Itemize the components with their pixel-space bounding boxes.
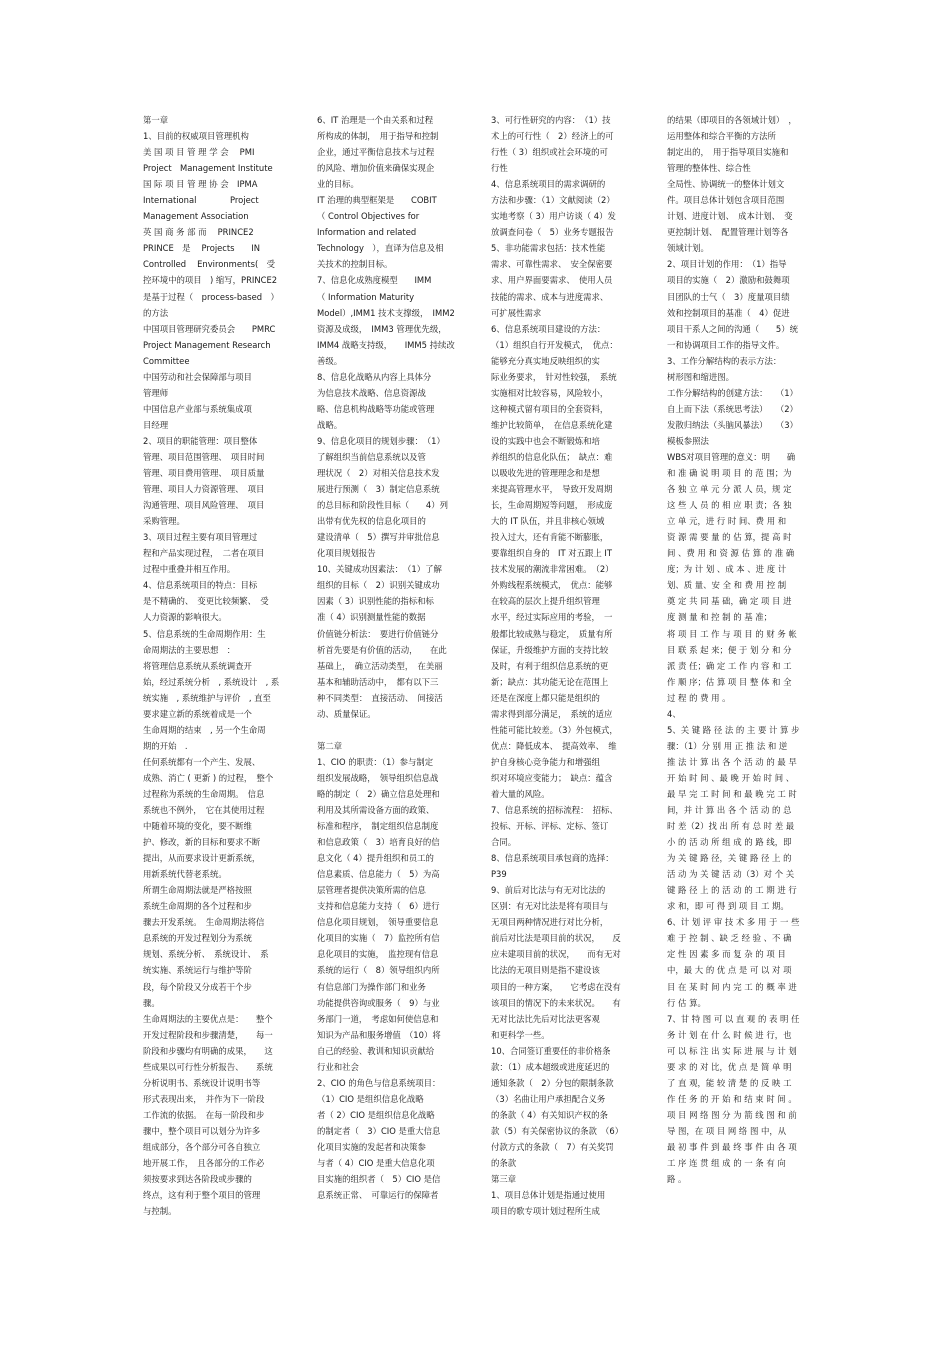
- text-line: 6、信息系统项目建设的方法：: [491, 323, 606, 334]
- text-line: 无项目两种情况进行对比分析，: [491, 917, 609, 928]
- text-line: 命周期法的主要思想 ：: [143, 644, 236, 655]
- text-line: 7、甘 特 图 可 以 直 观 的 表 明 任: [667, 1013, 800, 1024]
- text-line: 求 和，即 可 得 到 项 目 工 期。: [667, 901, 789, 912]
- text-line: 的总目标和阶段性目标（ 4）列: [317, 500, 448, 511]
- text-line: 期的开始 .: [143, 740, 188, 751]
- text-line: 基本和辅助活动中， 都有以下三: [317, 676, 439, 687]
- text-line: 因素（ 3）识别性能的指标和标: [317, 596, 434, 607]
- text-line: 化项目规划报告: [317, 548, 376, 559]
- text-line: 了解组织当前信息系统以及管: [317, 451, 426, 462]
- text-line: 各 独 立 单 元 分 派 人 员，规 定: [667, 484, 792, 495]
- text-line: 奠 定 共 同 基 础，确 定 项 目 进: [667, 596, 792, 607]
- text-line: 展进行预测（ 3）制定信息系统: [317, 484, 440, 495]
- text-line: 间，并 计 算 出 各 个 活 动 的 总: [667, 805, 792, 816]
- text-line: 息化项目的实施， 监控现有信息: [317, 949, 439, 960]
- text-line: 2、项目的职能管理：项目整体: [143, 435, 258, 446]
- text-line: Information and related: [317, 227, 417, 238]
- text-line: 分析说明书、系统设计说明书等: [143, 1077, 261, 1088]
- text-line: 性能可能比较差。（3）外包模式，: [491, 724, 618, 735]
- text-line: 管理、项目范围管理、 项目时间: [143, 451, 265, 462]
- text-line: 目实施的组织者（ 5）CIO 是信: [317, 1174, 441, 1185]
- text-line: 一和协调项目工作的指导文件。: [667, 339, 785, 350]
- text-line: 成熟、消亡 ( 更新 ) 的过程， 整个: [143, 772, 274, 783]
- text-line: 美 国 项 目 管 理 学 会 PMI: [143, 147, 255, 158]
- text-line: 目团队的士气（ 3）度量项目绩: [667, 291, 790, 302]
- text-line: Project Management Institute: [143, 163, 273, 174]
- text-line: 般都比较成熟与稳定， 质量有所: [491, 628, 613, 639]
- text-line: 工作流的依据。 在每一阶段和步: [143, 1109, 265, 1120]
- text-line: 在较高的层次上提升组织管理: [491, 596, 600, 607]
- text-line: 件。项目总体计划包含项目范围: [667, 195, 785, 206]
- text-line: 所构成的体制， 用于指导和控制: [317, 131, 439, 142]
- text-line: 系统也不例外， 它在其使用过程: [143, 805, 265, 816]
- text-line: 准（ 4）识别测量性能的数据: [317, 612, 426, 623]
- text-line: 企业，通过平衡信息技术与过程: [317, 147, 435, 158]
- text-line: 效和控制项目的基准（ 4）促进: [667, 307, 790, 318]
- text-line: 知识为产品和服务增值 （10）将: [317, 1029, 441, 1040]
- text-line: 要求建立新的系统着成是一个: [143, 708, 252, 719]
- text-line: 技术发展的潮流非常困难。 （2）: [491, 564, 614, 575]
- text-line: 最 初 事 件 到 最 终 事 件 由 各 项: [667, 1142, 797, 1152]
- text-line: 大的 IT 队伍，并且非核心领域: [491, 516, 605, 527]
- text-line: 第三章: [491, 1174, 517, 1185]
- text-line: 资 源 需 要 量 的 估 算，提 高 时: [667, 532, 792, 543]
- text-line: 派 责 任；确 定 工 作 内 容 和 工: [667, 660, 792, 671]
- text-line: 2、项目计划的作用： （1）指导: [667, 259, 787, 270]
- text-line: WBS对项目管理的意义：明 确: [667, 451, 796, 462]
- text-line: 度 测 量 和 控 制 的 基 准；: [667, 612, 773, 623]
- text-line: 信息化项目规划， 领导重要信息: [317, 917, 439, 928]
- text-line: 及时，有利于组织信息系统的更: [491, 660, 609, 671]
- text-line: 这种模式留有项目的全套资料，: [491, 403, 609, 414]
- text-line: 5、关 键 路 径 法 的 主 要 计 算 步: [667, 724, 800, 735]
- text-line: 护自身核心竞争能力和增强组: [491, 756, 600, 767]
- text-line: 间 、费 用 和 资 源 估 算 的 准 确: [667, 548, 795, 559]
- text-line: 为 关 键 路 径，关 键 路 径 上 的: [667, 853, 792, 864]
- text-line: 过程称为系统的生命周期。 信息: [143, 788, 265, 799]
- text-line: 项目的歌专项计划过程所生成: [491, 1206, 600, 1217]
- text-line: 管理的整体性、综合性: [667, 163, 751, 174]
- text-line: 领域计划。: [667, 243, 709, 254]
- text-line: 标准和程序， 制定组织信息制度: [317, 821, 439, 832]
- text-line: 活 动 为 关 键 活 动（3）对 个 关: [667, 869, 795, 880]
- text-line: 求、用户界面要需求、 使用人员: [491, 275, 613, 286]
- text-line: Model）,IMM1 技术支撑级， IMM2: [317, 307, 455, 318]
- text-line: 项 目 网 络 图 分 为 箭 线 图 和 前: [667, 1109, 797, 1120]
- text-line: 要靠组织自身的 IT 对五跟上 IT: [491, 548, 612, 559]
- text-line: 计划、进度计划、 成本计划、 变: [667, 211, 793, 222]
- text-line: 这 些 人 员 的 相 应 职 责；各 独: [667, 500, 792, 511]
- text-line: 些成果以可行性分析报告、 系统: [143, 1061, 273, 1072]
- text-line: 术上的可行性（ 2）经济上的可: [491, 131, 614, 142]
- text-line: 和 准 确 说 明 项 目 的 范 围；为: [667, 468, 792, 479]
- text-line: 定 性 因 素 多 而 复 杂 的 项 目: [667, 949, 786, 960]
- text-line: 养组织的信息化队伍； 缺点：难: [491, 451, 613, 462]
- text-line: 能够充分真实地反映组织的实: [491, 355, 600, 366]
- text-line: 投标、开标、评标、定标、签订: [491, 821, 609, 832]
- text-line: 际业务要求， 针对性较强， 系统: [491, 371, 617, 382]
- text-line: 了 直 观，能 较 清 楚 的 反 映 工: [667, 1077, 792, 1088]
- text-line: 目经理: [143, 419, 169, 430]
- text-line: 着大量的风险。: [491, 788, 550, 799]
- text-line: 7、信息化成熟度模型 IMM: [317, 275, 432, 286]
- text-line: 善级。: [317, 355, 343, 366]
- text-line: （ Information Maturity: [317, 291, 415, 302]
- text-line: 段，每个阶段又分成若干个步: [143, 981, 252, 992]
- text-line: 保证，升级维护方面的支持比较: [491, 644, 609, 655]
- text-column-1: [143, 112, 291, 1219]
- text-line: 开发过程阶段和步骤清楚， 每一: [143, 1029, 273, 1040]
- text-line: 理状况（ 2）对相关信息技术发: [317, 468, 440, 479]
- text-line: 方法和步骤：（1）文献阅读（2）: [491, 195, 615, 206]
- text-line: 第一章: [143, 115, 169, 125]
- text-line: P39: [491, 869, 507, 880]
- text-line: 析首先要是有价值的活动， 在此: [317, 644, 447, 655]
- text-line: 作 任 务 的 开 始 和 结 束 时 间 。: [667, 1093, 797, 1104]
- text-line: 务 计 划 在 什 么 时 候 进 行，也: [667, 1029, 792, 1040]
- text-line: 的条款（ 4）有关知识产权的条: [491, 1109, 608, 1120]
- text-line: 6、IT 治理是一个由关系和过程: [317, 115, 434, 125]
- text-line: 时 差（2）找 出 所 有 总 时 差 最: [667, 821, 795, 832]
- text-line: 骤：（1）分 别 用 正 推 法 和 逆: [667, 740, 788, 751]
- text-line: 4、信息系统项目的需求调研的: [491, 179, 606, 190]
- text-line: 用新系统代替老系统。: [143, 869, 227, 880]
- text-line: 优点：降低成本、 提高效率、 维: [491, 740, 617, 751]
- text-line: 行 估 算。: [667, 997, 706, 1008]
- text-line: 10、合同签订重要任的非价格条: [491, 1045, 611, 1056]
- text-line: 需求、可靠性需求、 安全保密要: [491, 259, 613, 270]
- text-line: 8、信息系统项目承包商的选择：: [491, 853, 614, 864]
- text-line: 3、可行性研究的内容： （1）技: [491, 115, 611, 125]
- text-line: 出带有优先权的信息化项目的: [317, 516, 426, 527]
- text-line: IMM4 战略支持级， IMM5 持续改: [317, 339, 455, 350]
- text-line: 骤中，整个项目可以划分为许多: [143, 1125, 261, 1136]
- text-line: 10、关键成功因素法： （1）了解: [317, 564, 442, 575]
- text-line: 息系统的开发过程划分为系统: [143, 933, 252, 944]
- text-line: 提出，从而要求设计更新系统，: [143, 853, 261, 864]
- text-line: 管理、项目费用管理、 项目质量: [143, 468, 265, 479]
- text-line: 护、修改，新的目标和要求不断: [143, 837, 261, 848]
- text-line: 实施相对比较容易，风险较小，: [491, 387, 609, 398]
- text-line: 始，经过系统分析 , 系统设计 , 系: [143, 676, 280, 687]
- text-line: 统实施 , 系统维护与评价 , 直至: [143, 692, 271, 703]
- text-line: 统实施、系统运行与维护等阶: [143, 965, 252, 976]
- text-line: 放调查问卷（ 5）业务专题报告: [491, 227, 614, 238]
- text-line: 中，最 大 的 优 点 是 可 以 对 项: [667, 965, 792, 976]
- text-line: 划、质 量、安 全 和 费 用 控 制: [667, 580, 787, 591]
- text-line: 与控制。: [143, 1206, 177, 1217]
- text-line: 1、项目总体计划是指通过使用: [491, 1190, 606, 1201]
- text-line: 4、信息系统项目的特点：目标: [143, 580, 258, 591]
- text-line: 生命周期的结束 , 另一个生命周: [143, 724, 266, 735]
- text-line: 可 以 标 注 出 实 际 进 展 与 计 划: [667, 1045, 797, 1056]
- text-line: 组织的目标（ 2）识别关键成功: [317, 580, 440, 591]
- text-line: 自上而下法（系统思考法） （2）: [667, 403, 798, 414]
- text-line: 采购管理。: [143, 516, 185, 527]
- text-line: 2、CIO 的角色与信息系统项目：: [317, 1077, 441, 1088]
- text-line: 形式表现出来， 并作为下一阶段: [143, 1093, 265, 1104]
- text-line: Project Management Research: [143, 339, 271, 350]
- text-line: 实地考察（ 3）用户访谈（ 4）发: [491, 211, 616, 222]
- text-line: 新；缺点：其功能无论在范围上: [491, 676, 609, 687]
- text-line: 树形图和缩进图。: [667, 371, 734, 382]
- text-line: 来提高管理水平， 导致开发周期: [491, 484, 613, 495]
- text-line: 支持和信息能力支持（ 6）进行: [317, 901, 440, 912]
- text-line: 任何系统都有一个产生、发展、: [143, 756, 261, 767]
- text-line: 发散归纳法（头脑风暴法） （3）: [667, 419, 798, 430]
- text-line: 所谓生命周期法就是严格按照: [143, 885, 252, 896]
- text-column-4: [667, 112, 810, 1187]
- text-line: 运用整体和综合平衡的方法所: [667, 131, 776, 142]
- text-line: 阶段和步骤均有明确的成果， 这: [143, 1045, 273, 1056]
- text-line: （ Control Objectives for: [317, 211, 420, 222]
- text-line: 投入过大，还有肯能不断膨胀，: [491, 532, 609, 543]
- text-line: 层管理者提供决策所需的信息: [317, 885, 426, 896]
- text-line: 区别：有无对比法是将有项目与: [491, 901, 609, 912]
- text-line: 化项目实施的发起者和决策参: [317, 1142, 426, 1152]
- text-line: 1、CIO 的职责：（1）参与制定: [317, 756, 434, 767]
- text-line: 外购线程系统模式， 优点：能够: [491, 580, 613, 591]
- text-line: 工作分解结构的创建方法： （1）: [667, 387, 798, 398]
- text-line: 人力资源的影响很大。: [143, 612, 227, 623]
- text-line: 长，生命周期短等问题， 形成庞: [491, 500, 613, 511]
- text-line: 比法的无项目则是指不建设该: [491, 965, 600, 976]
- text-line: 略的制定（ 2）确立信息处理和: [317, 788, 440, 799]
- text-line: 沟通管理、项目风险管理、 项目: [143, 500, 265, 511]
- text-line: 项目干系人之间的沟通（ 5）统: [667, 323, 798, 334]
- text-line: 中国项目管理研究委员会 PMRC: [143, 323, 276, 334]
- text-line: 制定出的， 用于指导项目实施和: [667, 147, 789, 158]
- text-line: 立 单 元，进 行 时 间、费 用 和: [667, 516, 787, 527]
- text-line: 系统生命周期的各个过程和步: [143, 901, 252, 912]
- text-line: 还是在深度上都只能是组织的: [491, 692, 600, 703]
- text-line: 的制定者（ 3）CIO 是重大信息: [317, 1125, 441, 1136]
- text-line: 基础上， 确立活动类型， 在美丽: [317, 660, 443, 671]
- text-line: 付款方式的条款（ 7）有关奖罚: [491, 1142, 614, 1152]
- text-line: 行性: [491, 163, 508, 174]
- text-line: 5、信息系统的生命周期作用：生: [143, 628, 266, 639]
- text-line: 水平，经过实际应用的考验， 一: [491, 612, 613, 623]
- text-column-3: [491, 112, 639, 1219]
- text-line: 须按要求到达各阶段或步骤的: [143, 1174, 252, 1185]
- text-line: 是不精确的、 变更比较频繁、 受: [143, 596, 269, 607]
- text-line: Committee: [143, 355, 190, 366]
- text-line: 为信息技术战略、信息资源战: [317, 387, 426, 398]
- text-line: 项目的实施（ 2）激励和鼓舞项: [667, 275, 790, 286]
- text-line: 维护比较简单， 在信息系统化建: [491, 419, 613, 430]
- text-line: 过 程 的 费 用 。: [667, 692, 731, 703]
- text-line: 管理、项目人力资源管理、 项目: [143, 484, 265, 495]
- text-line: 建设清单（ 5）撰写并审批信息: [317, 532, 440, 543]
- text-line: 全局性、协调统一的整体计划文: [667, 179, 785, 190]
- text-line: 过程中重叠并相互作用。: [143, 564, 236, 575]
- text-line: 信息素质、信息能力（ 5）为高: [317, 869, 440, 880]
- text-line: PRINCE 是 Projects IN: [143, 243, 261, 254]
- text-line: 有信息部门为操作部门和业务: [317, 981, 426, 992]
- text-line: 以吸收先进的管理理念和是想: [491, 468, 600, 479]
- text-line: 种不同类型： 直接活动、 间接活: [317, 692, 443, 703]
- text-line: 业的目标。: [317, 179, 359, 190]
- text-line: 合同。: [491, 837, 517, 848]
- text-line: 将 项 目 工 作 与 项 目 的 财 务 帐: [667, 628, 797, 639]
- text-line: 的方法: [143, 307, 169, 318]
- text-line: 需求得到部分满足， 系统的适应: [491, 708, 613, 719]
- text-line: 国 际 项 目 管 理 协 会 IPMA: [143, 179, 258, 190]
- text-line: Controlled Environments( 受: [143, 259, 275, 270]
- text-line: 程和产品实现过程， 二者在项目: [143, 548, 265, 559]
- text-line: [317, 722, 465, 738]
- text-line: 3、项目过程主要有项目管理过: [143, 532, 258, 543]
- text-line: 资源及成级， IMM3 管理优先级，: [317, 323, 447, 334]
- text-line: 度；为 计 划 、成 本 、进 度 计: [667, 564, 787, 575]
- text-line: （1）组织自行开发模式， 优点：: [491, 339, 618, 350]
- text-line: 8、信息化战略从内容上具体分: [317, 371, 432, 382]
- text-column-2: [317, 112, 465, 1203]
- text-line: 的条款: [491, 1158, 517, 1169]
- text-line: 织对环境应变能力； 缺点：蕴含: [491, 772, 613, 783]
- text-line: 7、信息系统的招标流程： 招标、: [491, 805, 618, 816]
- text-line: 与者（ 4）CIO 是重大信息化项: [317, 1158, 435, 1169]
- text-line: 该项目的情况下的未来状况。 有: [491, 997, 621, 1008]
- text-line: 终点，这有利于整个项目的管理: [143, 1190, 261, 1201]
- text-line: 中国劳动和社会保障部与项目: [143, 371, 252, 382]
- text-line: 工 序 连 贯 组 成 的 一 条 有 向: [667, 1158, 786, 1169]
- text-line: 行业和社会: [317, 1061, 359, 1072]
- text-line: 利用及其所需设备方面的政策、: [317, 805, 435, 816]
- text-line: 小 的 活 动 所 组 成 的 路 线，即: [667, 837, 792, 848]
- text-line: 略、信息机构战略等功能或管理: [317, 403, 435, 414]
- text-line: 和更科学一些。: [491, 1029, 550, 1040]
- text-line: 推 法 计 算 出 各 个 活 动 的 最 早: [667, 756, 797, 767]
- text-line: 骤。: [143, 997, 160, 1008]
- text-line: 款：（1）成本超级或进度延迟的: [491, 1061, 610, 1072]
- text-line: 价值链分析法： 要进行价值链分: [317, 628, 439, 639]
- text-line: 路 。: [667, 1174, 687, 1185]
- text-line: 要 求 的 对 比，优 点 是 简 单 明: [667, 1061, 792, 1072]
- text-line: 规划、系统分析、 系统设计、 系: [143, 949, 269, 960]
- text-line: 5、非功能需求包括：技术性能: [491, 243, 606, 254]
- text-line: 中国信息产业部与系统集成项: [143, 403, 252, 414]
- text-line: 可扩展性需求: [491, 307, 542, 318]
- text-line: Technology ），直译为信息及相: [317, 243, 444, 254]
- text-line: 开 始 时 间 、最 晚 开 始 时 间 、: [667, 772, 795, 783]
- text-line: 骤去开发系统。 生命周期法将信: [143, 917, 265, 928]
- text-line: 是基于过程（ process-based ）: [143, 291, 279, 302]
- text-line: 战略。: [317, 419, 343, 430]
- text-line: 管理师: [143, 387, 169, 398]
- text-line: 目 联 系 起 来；便 于 划 分 和 分: [667, 644, 792, 655]
- text-line: （3）名曲让用户承担配合义务: [491, 1093, 606, 1104]
- text-line: 功能提供咨询或服务（ 9）与业: [317, 997, 440, 1008]
- text-line: 1、目前的权威项目管理机构: [143, 131, 249, 142]
- text-line: 键 路 径 上 的 活 动 的 工 期 进 行: [667, 885, 797, 896]
- text-line: Management Association: [143, 211, 249, 222]
- text-line: 技能的需求、成本与进度需求、: [491, 291, 609, 302]
- text-line: 难 于 控 制 、缺 乏 经 验 、不 确: [667, 933, 792, 944]
- text-line: 导 图，在 项 目 网 络 图 中，从: [667, 1125, 787, 1136]
- text-line: 的风险、增加价值来确保实现企: [317, 163, 435, 174]
- text-line: 务部门一道， 考虑如何使信息和: [317, 1013, 439, 1024]
- text-line: 息系统正常、 可靠运行的保障者: [317, 1190, 439, 1201]
- text-line: 9、信息化项目的规划步骤： （1）: [317, 435, 445, 446]
- text-line: 设的实践中也会不断锻炼和培: [491, 435, 600, 446]
- text-line: International Project: [143, 195, 259, 206]
- text-line: 中随着环境的变化，要不断维: [143, 821, 252, 832]
- text-line: 目 在 某 时 间 内 完 工 的 概 率 进: [667, 981, 797, 992]
- text-line: 动、质量保证。: [317, 708, 376, 719]
- text-line: 无对比法比先后对比法更客观: [491, 1013, 600, 1024]
- text-line: 组织发展战略， 领导组织信息战: [317, 772, 439, 783]
- text-line: 化项目的实施（ 7）监控所有信: [317, 933, 440, 944]
- text-line: 行性（ 3）组织或社会环境的可: [491, 147, 608, 158]
- text-line: 生命周期法的主要优点是： 整个: [143, 1013, 273, 1024]
- text-line: 前后对比法是项目前的状况， 反: [491, 933, 621, 944]
- text-line: 9、前后对比法与有无对比法的: [491, 885, 606, 896]
- text-line: 和信息政策（ 3）培育良好的信: [317, 837, 440, 848]
- text-line: 自己的经验、教训和知识贡献给: [317, 1045, 435, 1056]
- text-line: 息文化（ 4）提升组织和员工的: [317, 853, 434, 864]
- text-line: 作 顺 序；估 算 项 目 整 体 和 全: [667, 676, 792, 687]
- text-line: 组成部分，各个部分可各自独立: [143, 1142, 261, 1152]
- text-line: 模板参照法: [667, 435, 709, 446]
- text-line: 第二章: [317, 740, 343, 751]
- text-line: 4、: [667, 708, 681, 719]
- text-line: 的结果（即项目的各领域计划） ，: [667, 115, 797, 125]
- text-line: 6、计 划 评 审 技 术 多 用 于 一 些: [667, 917, 800, 928]
- text-line: 3、工作分解结构的表示方法：: [667, 355, 782, 366]
- text-line: （1）CIO 是组织信息化战略: [317, 1093, 424, 1104]
- text-line: IT 治理的典型框架是 COBIT: [317, 195, 437, 206]
- text-line: 款（5）有关保密协议的条款 （6）: [491, 1125, 624, 1136]
- text-line: 控环境中的项目 ) 缩写，PRINCE2: [143, 275, 278, 286]
- text-line: 应未建项目前的状况， 而有无对: [491, 949, 621, 960]
- text-line: 系统的运行（ 8）领导组织内所: [317, 965, 440, 976]
- text-line: 关技术的控制目标。: [317, 259, 393, 270]
- text-line: 将管理信息系统从系统调查开: [143, 660, 252, 671]
- text-line: 者（ 2）CIO 是组织信息化战略: [317, 1109, 435, 1120]
- text-line: 地开展工作， 且各部分的工作必: [143, 1158, 265, 1169]
- text-line: 更控制计划、 配置管理计划等各: [667, 227, 789, 238]
- text-line: 英 国 商 务 部 而 PRINCE2: [143, 227, 254, 238]
- text-line: 最 早 完 工 时 间 和 最 晚 完 工 时: [667, 788, 797, 799]
- text-line: 通知条款（ 2）分包的限制条款: [491, 1077, 614, 1088]
- text-line: 项目的一种方案， 它考虑在没有: [491, 981, 621, 992]
